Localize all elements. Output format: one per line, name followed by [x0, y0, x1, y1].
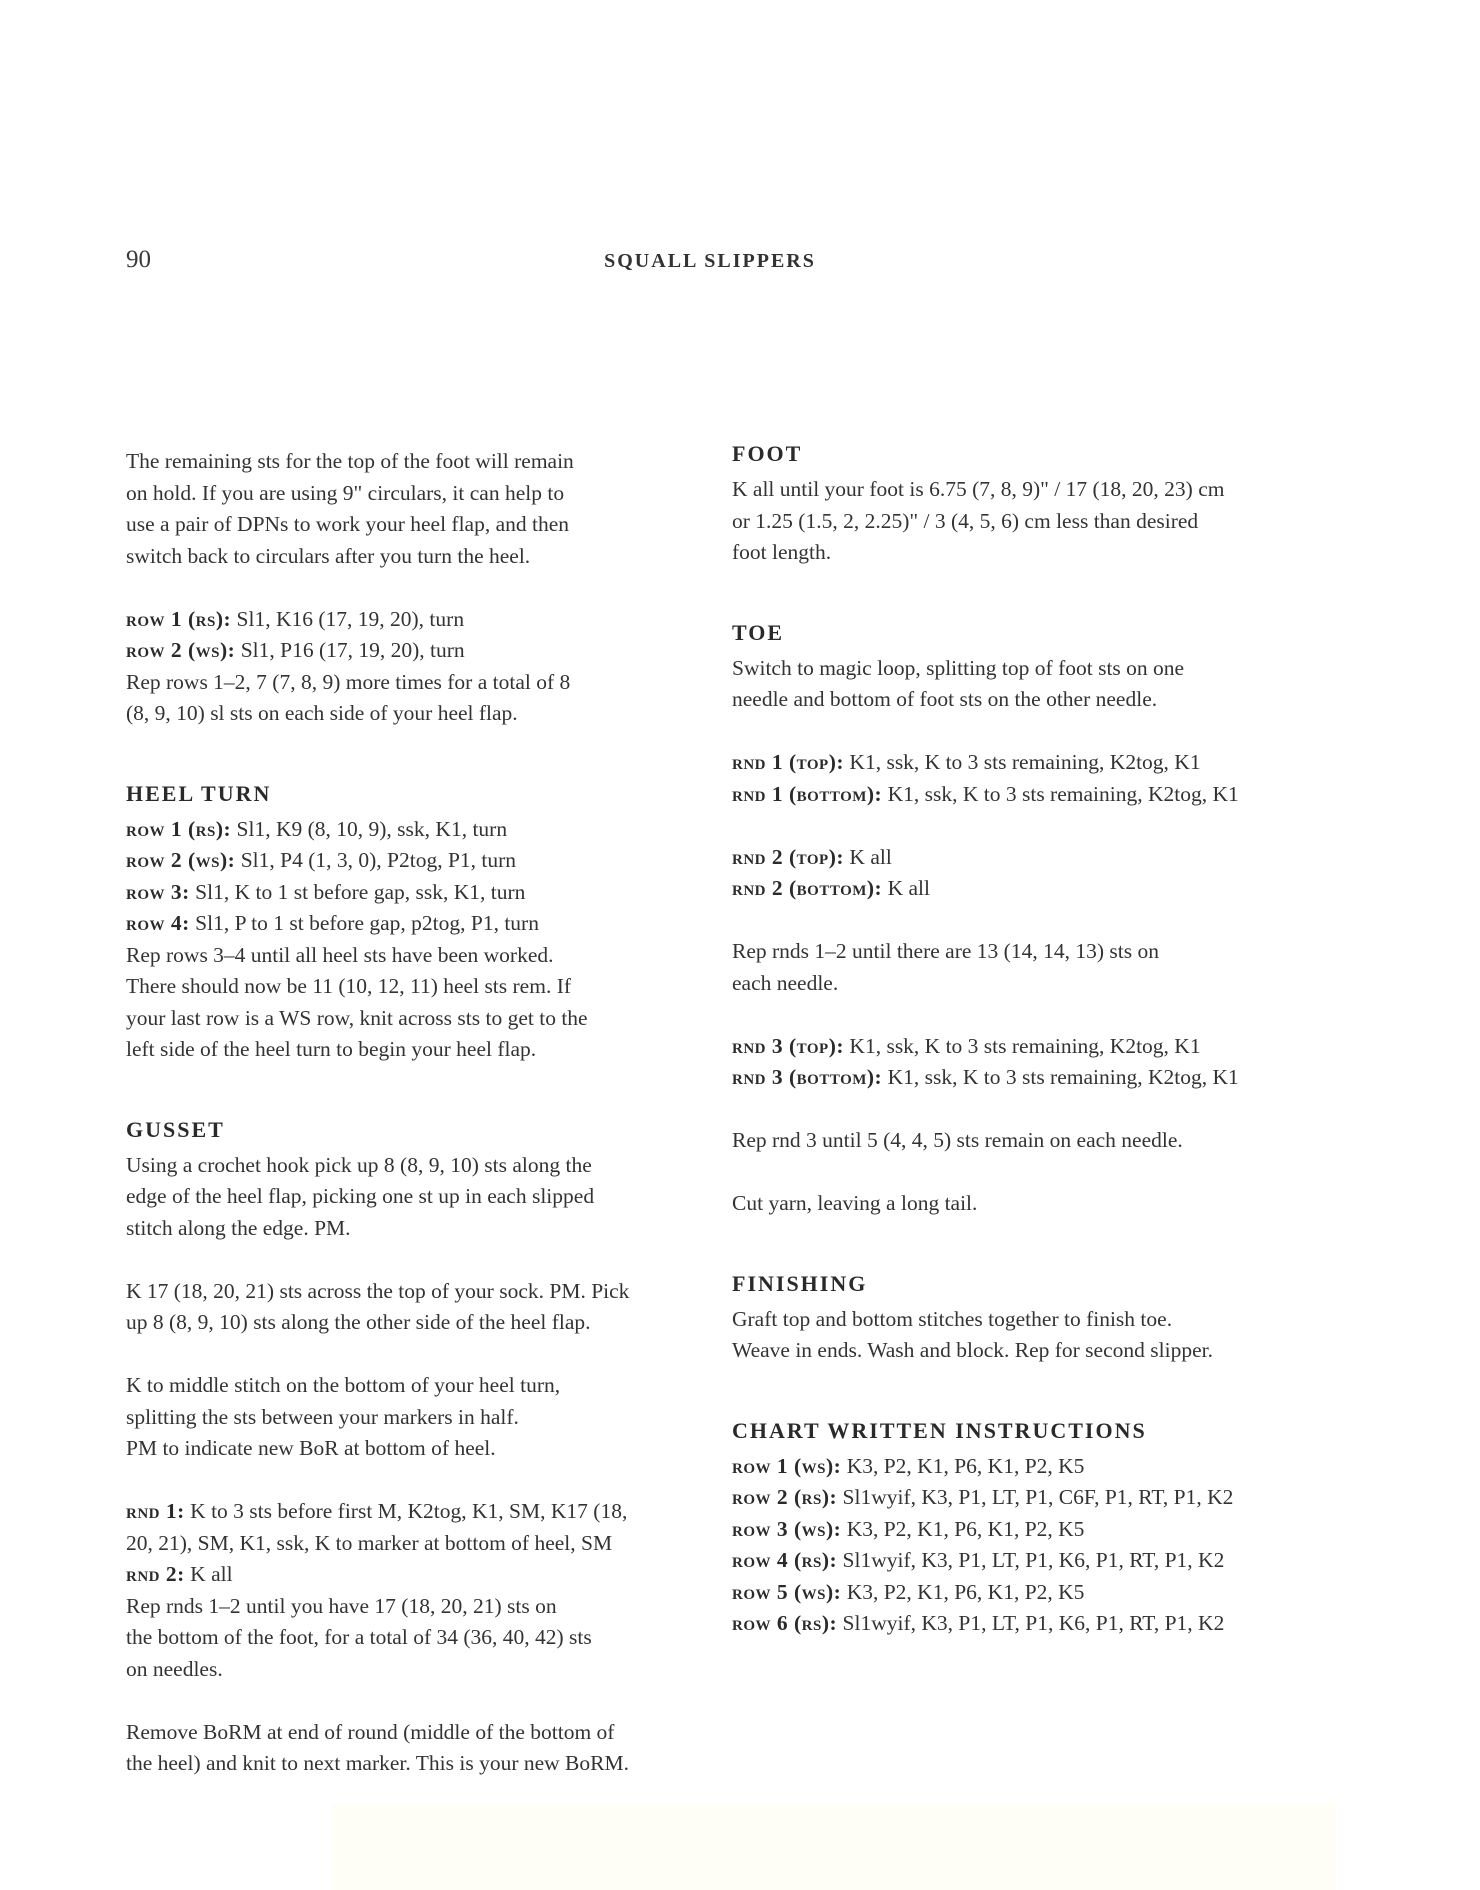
heel-row-1 — [126, 814, 706, 846]
rnd-text: K all — [844, 844, 892, 869]
rnd-label: rnd 2 (bottom): — [732, 876, 883, 900]
chart-heading: CHART WRITTEN INSTRUCTIONS — [732, 1417, 1147, 1443]
chart-row-6 — [732, 1608, 1352, 1640]
rnd-label: rnd 3 (top): — [732, 1033, 845, 1058]
chart-row-2 — [732, 1482, 1352, 1514]
gusset-paragraph-2: K 17 (18, 20, 21) sts across the top of your sock. PM. Pick up 8 (8, 9, 10) sts along the other side of the heel flap. — [126, 1278, 630, 1334]
gusset-paragraph-1: Using a crochet hook pick up 8 (8, 9, 10) sts along the edge of the heel flap, picking one st up in each slipped stitch along the edge. PM. — [126, 1152, 595, 1240]
row-label: row 4 (rs): — [732, 1548, 838, 1572]
row-text: Sl1wyif, K3, P1, LT, P1, K6, P1, RT, P1, K2 — [837, 1548, 1225, 1572]
toe-rnd-1-top — [732, 747, 1352, 779]
heel-row-4 — [126, 908, 706, 940]
bottom-tint-block — [332, 1803, 1336, 1890]
row-label: row 1 (ws): — [732, 1453, 842, 1478]
row-text: Sl1, P4 (1, 3, 0), P2tog, P1, turn — [235, 848, 517, 872]
gusset-paragraph-4: Remove BoRM at end of round (middle of the bottom of the heel) and knit to next marker. This is your new BoRM. — [126, 1719, 629, 1775]
rnd-text: K1, ssk, K to 3 sts remaining, K2tog, K1 — [844, 750, 1201, 774]
finishing-heading: FINISHING — [732, 1270, 868, 1296]
row-text: Sl1wyif, K3, P1, LT, P1, C6F, P1, RT, P1, K2 — [837, 1485, 1234, 1509]
toe-rnd-3-bottom — [732, 1062, 1352, 1094]
toe-heading: TOE — [732, 619, 785, 645]
toe-rnd-3-top — [732, 1031, 1352, 1063]
row-label: row 3 (ws): — [732, 1516, 842, 1541]
heel-row-3 — [126, 877, 706, 909]
toe-rnd-2-bottom — [732, 873, 1352, 905]
row-text: K3, P2, K1, P6, K1, P2, K5 — [841, 1453, 1085, 1478]
foot-text: K all until your foot is 6.75 (7, 8, 9)" / 17 (18, 20, 23) cm or 1.25 (1.5, 2, 2.25)" / 3 (4, 5, 6) cm less than desired foot length. — [732, 477, 1225, 564]
rnd-text: K all — [184, 1562, 233, 1586]
row-label: row 4: — [126, 911, 190, 935]
chart-row-4 — [732, 1545, 1352, 1577]
row-label: row 2 (ws): — [126, 848, 236, 872]
rnd-label: rnd 1 (top): — [732, 750, 845, 774]
row-text: Sl1, P to 1 st before gap, p2tog, P1, turn — [189, 911, 539, 935]
row-label: row 1 (rs): — [126, 816, 232, 841]
gusset-repeat: Rep rnds 1–2 until you have 17 (18, 20, 21) sts on the bottom of the foot, for a total of 34 (36, 40, 42) sts on needles. — [126, 1593, 592, 1681]
rnd-label: rnd 1: — [126, 1499, 185, 1523]
row-text: Sl1wyif, K3, P1, LT, P1, K6, P1, RT, P1, K2 — [837, 1611, 1225, 1635]
rnd-label: rnd 1 (bottom): — [732, 781, 883, 806]
toe-text: Switch to magic loop, splitting top of foot sts on one needle and bottom of foot sts on the other needle. — [732, 655, 1185, 711]
row-text: Sl1, K to 1 st before gap, ssk, K1, turn — [189, 879, 526, 904]
rnd-text: K all — [882, 876, 930, 900]
chart-row-1 — [732, 1451, 1352, 1483]
flap-row-2 — [126, 635, 706, 667]
row-label: row 2 (ws): — [126, 638, 236, 662]
row-text: K3, P2, K1, P6, K1, P2, K5 — [841, 1579, 1085, 1604]
chart-row-5 — [732, 1577, 1352, 1609]
flap-row-1 — [126, 604, 706, 636]
gusset-rnd-2 — [126, 1559, 706, 1591]
foot-heading: FOOT — [732, 441, 803, 466]
finishing-text: Graft top and bottom stitches together to finish toe. Weave in ends. Wash and block. Rep for second slipper. — [732, 1306, 1213, 1362]
right-column — [732, 438, 1352, 1640]
heel-row-2 — [126, 845, 706, 877]
rnd-label: rnd 2 (top): — [732, 844, 845, 869]
heel-turn-text: Rep rows 3–4 until all heel sts have been worked. There should now be 11 (10, 12, 11) heel sts rem. If your last row is a WS row, knit across sts to get to the left side of the heel turn to begin your heel flap. — [126, 942, 588, 1061]
row-text: Sl1, P16 (17, 19, 20), turn — [235, 638, 465, 662]
rnd-label: rnd 3 (bottom): — [732, 1065, 883, 1089]
gusset-heading: GUSSET — [126, 1116, 225, 1142]
left-column — [126, 446, 706, 1780]
toe-repeat-3: Rep rnd 3 until 5 (4, 4, 5) sts remain on each needle. — [732, 1128, 1183, 1152]
gusset-paragraph-3: K to middle stitch on the bottom of your heel turn, splitting the sts between your markers in half. PM to indicate new BoR at bottom of heel. — [126, 1373, 561, 1460]
gusset-rnd-1 — [126, 1496, 706, 1559]
row-label: row 3: — [126, 879, 190, 904]
row-text: K3, P2, K1, P6, K1, P2, K5 — [841, 1516, 1085, 1541]
running-title: SQUALL SLIPPERS — [604, 250, 816, 272]
flap-repeat: Rep rows 1–2, 7 (7, 8, 9) more times for a total of 8 (8, 9, 10) sl sts on each side of your heel flap. — [126, 669, 571, 725]
page-number: 90 — [126, 246, 151, 273]
row-text: Sl1, K16 (17, 19, 20), turn — [231, 606, 465, 631]
row-label: row 5 (ws): — [732, 1579, 842, 1604]
toe-rnd-1-bottom — [732, 779, 1352, 811]
heel-turn-heading: HEEL TURN — [126, 780, 272, 806]
row-text: Sl1, K9 (8, 10, 9), ssk, K1, turn — [231, 816, 508, 841]
row-label: row 2 (rs): — [732, 1485, 838, 1509]
intro-paragraph: The remaining sts for the top of the foot will remain on hold. If you are using 9" circulars, it can help to use a pair of DPNs to work your heel flap, and then switch back to circulars after you turn the heel. — [126, 449, 574, 568]
toe-cut: Cut yarn, leaving a long tail. — [732, 1191, 978, 1215]
rnd-text: K1, ssk, K to 3 sts remaining, K2tog, K1 — [882, 1065, 1239, 1089]
chart-row-3 — [732, 1514, 1352, 1546]
toe-rnd-2-top — [732, 842, 1352, 874]
row-label: row 1 (rs): — [126, 606, 232, 631]
toe-repeat-1-2: Rep rnds 1–2 until there are 13 (14, 14, 13) sts on each needle. — [732, 939, 1159, 995]
rnd-text: K to 3 sts before first M, K2tog, K1, SM, K17 (18, 20, 21), SM, K1, ssk, K to marker at bottom of heel, SM — [126, 1499, 628, 1555]
row-label: row 6 (rs): — [732, 1611, 838, 1635]
rnd-label: rnd 2: — [126, 1562, 185, 1586]
rnd-text: K1, ssk, K to 3 sts remaining, K2tog, K1 — [844, 1033, 1201, 1058]
rnd-text: K1, ssk, K to 3 sts remaining, K2tog, K1 — [882, 781, 1239, 806]
